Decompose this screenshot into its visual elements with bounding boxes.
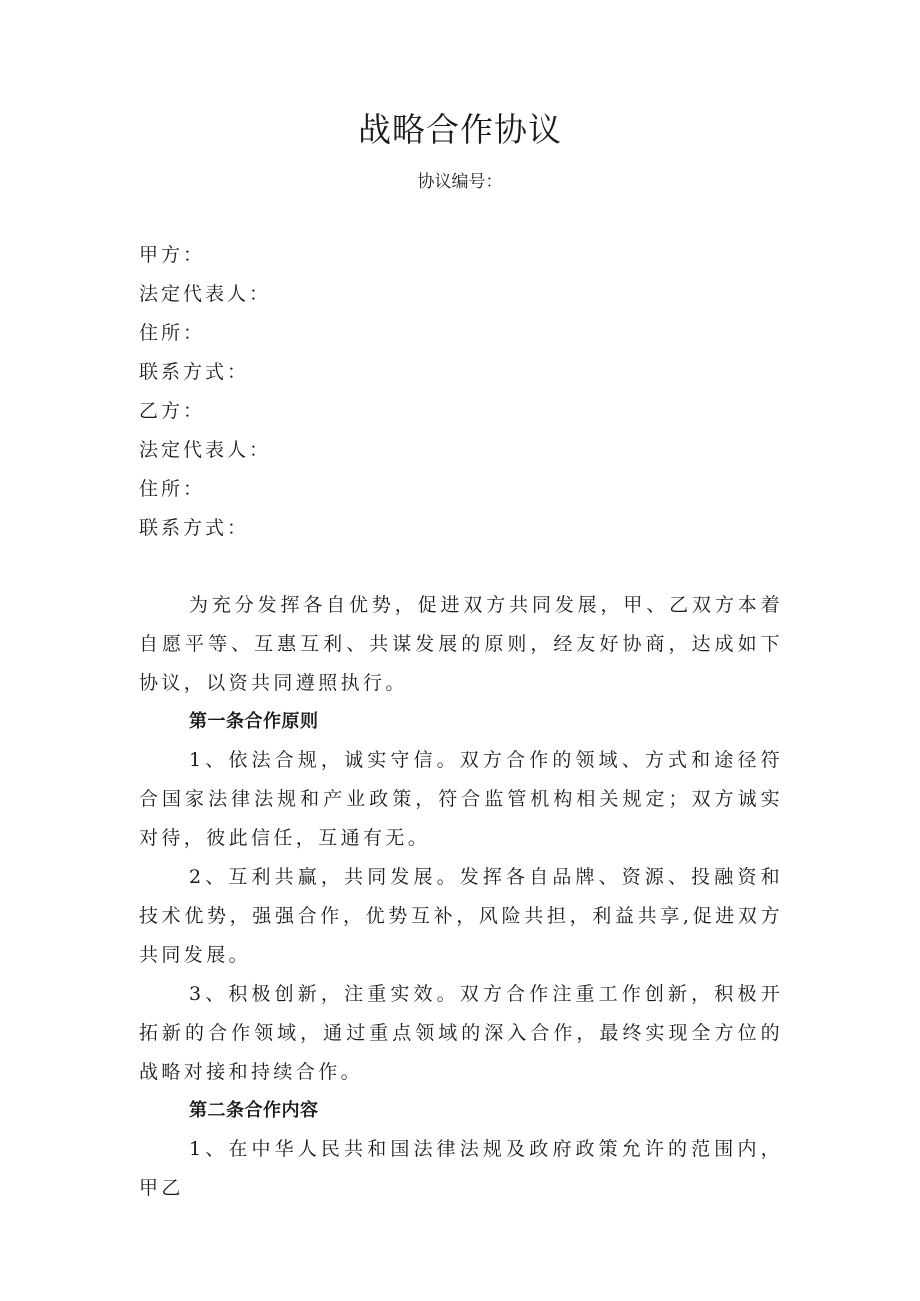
party-b-contact-label: 联系方式：	[139, 517, 250, 539]
agreement-body	[139, 586, 783, 1208]
parties-block	[139, 238, 779, 550]
agreement-number-label: 协议编号：	[417, 172, 503, 192]
article-1-item-2: 2、互利共赢，共同发展。发挥各自品牌、资源、投融资和技术优势，强强合作，优势互补，风险共担，利益共享,促进双方共同发展。	[139, 866, 783, 966]
party-b-representative-label: 法定代表人：	[139, 439, 272, 461]
party-a-address-label: 住所：	[139, 322, 206, 344]
article-1-item-3: 3、积极创新，注重实效。双方合作注重工作创新，积极开拓新的合作领域，通过重点领域的深入合作，最终实现全方位的战略对接和持续合作。	[139, 983, 783, 1083]
party-b-address-label: 住所：	[139, 478, 206, 500]
preamble-paragraph: 为充分发挥各自优势，促进双方共同发展，甲、乙双方本着自愿平等、互惠互利、共谋发展的原则，经友好协商，达成如下协议，以资共同遵照执行。	[139, 594, 783, 694]
article-1-item-1: 1、依法合规，诚实守信。双方合作的领域、方式和途径符合国家法律法规和产业政策，符合监管机构相关规定；双方诚实对待，彼此信任，互通有无。	[139, 749, 783, 849]
article-2-heading: 第二条合作内容	[189, 1100, 319, 1121]
party-a-name-label: 甲方：	[139, 244, 206, 266]
article-1-heading: 第一条合作原则	[189, 711, 319, 732]
party-b-name-label: 乙方：	[139, 400, 206, 422]
document-title: 战略合作协议	[358, 110, 562, 149]
party-a-contact-label: 联系方式：	[139, 361, 250, 383]
article-2-item-1: 1、在中华人民共和国法律法规及政府政策允许的范围内，甲乙	[139, 1138, 783, 1199]
party-a-representative-label: 法定代表人：	[139, 283, 272, 305]
